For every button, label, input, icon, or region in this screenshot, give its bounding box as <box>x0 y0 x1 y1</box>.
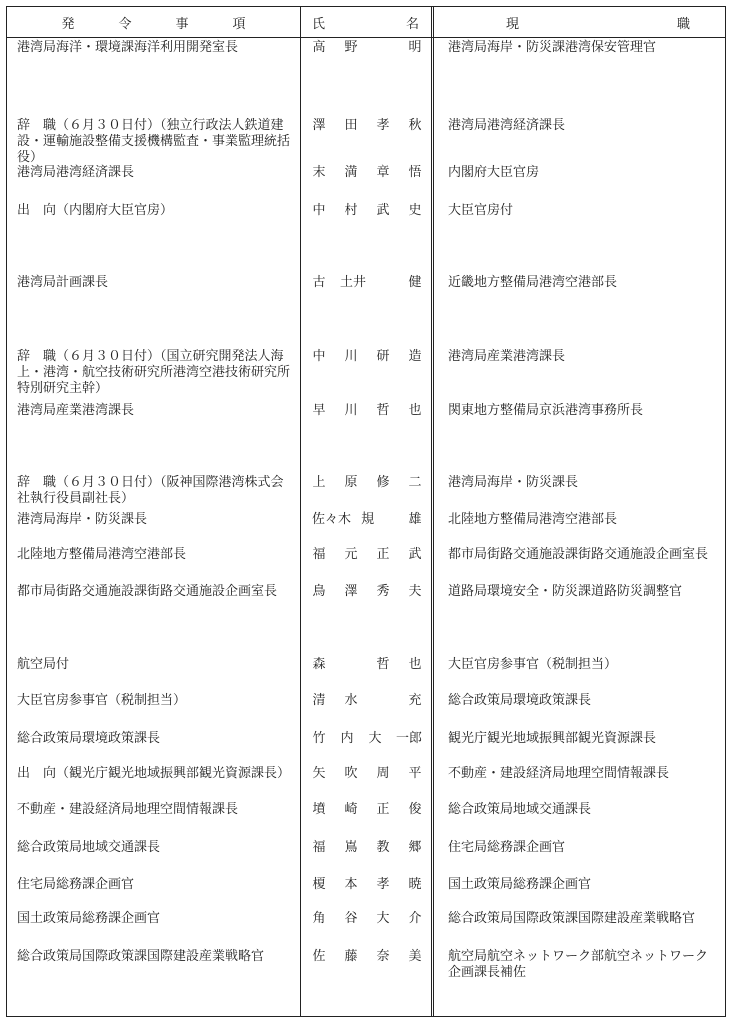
name-char: 孝 <box>376 877 390 892</box>
name-char: 大 <box>376 911 390 926</box>
name-char: 内 <box>340 731 354 746</box>
name-char: 中 <box>312 203 326 218</box>
name-char: 正 <box>376 802 390 817</box>
name-cell <box>312 584 422 600</box>
name-char: 教 <box>376 840 390 855</box>
name-char: 末 <box>312 165 326 180</box>
name-char: 森 <box>312 657 326 672</box>
name-char: 美 <box>408 949 422 964</box>
name-char: 清 <box>312 693 326 708</box>
header-current: 現 職 <box>506 16 690 32</box>
order-cell: 航空局付 <box>17 657 70 672</box>
name-cell <box>312 403 422 419</box>
name-cell <box>312 731 422 747</box>
order-cell: 港湾局海岸・防災課長 <box>17 512 148 527</box>
current-position-cell: 港湾局海岸・防災課港湾保安管理官 <box>448 40 657 55</box>
name-char <box>344 657 358 673</box>
name-char: 哲 <box>376 403 390 418</box>
current-position-cell: 総合政策局地域交通課長 <box>448 802 592 817</box>
name-char: 原 <box>344 475 358 490</box>
current-position-cell: 総合政策局環境政策課長 <box>448 693 592 708</box>
name-char: 谷 <box>344 911 358 926</box>
name-cell <box>312 949 422 965</box>
order-cell: 国土政策局総務課企画官 <box>17 911 161 926</box>
name-cell <box>312 802 422 818</box>
name-char: 章 <box>376 165 390 180</box>
name-char: 水 <box>344 693 358 708</box>
name-cell <box>312 766 422 782</box>
name-char: 吹 <box>344 766 358 781</box>
name-char: 周 <box>376 766 390 781</box>
current-position-cell: 港湾局海岸・防災課長 <box>448 475 579 490</box>
name-char: 嶌 <box>344 840 358 855</box>
name-char <box>376 40 390 56</box>
name-char: 修 <box>376 475 390 490</box>
name-char: 悟 <box>408 165 422 180</box>
order-cell: 出 向（内閣府大臣官房） <box>17 203 174 218</box>
current-position-cell: 都市局街路交通施設課街路交通施設企画室長 <box>448 547 709 562</box>
name-cell <box>312 275 422 291</box>
name-char: 上 <box>312 475 326 490</box>
name-char: 也 <box>408 403 422 418</box>
current-position-cell: 大臣官房付 <box>448 203 514 218</box>
name-char: 秀 <box>376 584 390 599</box>
name-char: 奈 <box>376 949 390 964</box>
name-char: 介 <box>408 911 422 926</box>
name-cell <box>312 118 422 134</box>
order-cell: 港湾局港湾経済課長 <box>17 165 135 180</box>
name-char: 矢 <box>312 766 326 781</box>
current-position-cell: 関東地方整備局京浜港湾事務所長 <box>448 403 644 418</box>
name-char: 夫 <box>408 584 422 599</box>
name-char: 健 <box>408 275 422 290</box>
order-cell: 北陸地方整備局港湾空港部長 <box>17 547 187 562</box>
name-char <box>376 693 390 709</box>
name-char: 充 <box>408 693 422 708</box>
name-cell <box>312 475 422 491</box>
name-char: 角 <box>312 911 326 926</box>
name-char: 哲 <box>376 657 390 672</box>
name-char: 二 <box>408 475 422 490</box>
current-position-cell: 港湾局産業港湾課長 <box>448 349 566 364</box>
name-char: 大 <box>368 731 382 746</box>
current-position-cell: 住宅局総務課企画官 <box>448 840 566 855</box>
name-char: 佐 <box>312 949 326 964</box>
name-char: 川 <box>344 349 358 364</box>
order-cell: 港湾局海洋・環境課海洋利用開発室長 <box>17 40 239 55</box>
name-char: 村 <box>344 203 358 218</box>
current-position-cell: 航空局航空ネットワーク部航空ネットワーク企画課長補佐 <box>448 949 709 980</box>
column-divider-double <box>431 7 434 1016</box>
name-char: 明 <box>408 40 422 55</box>
current-position-cell: 近畿地方整備局港湾空港部長 <box>448 275 618 290</box>
current-position-cell: 港湾局港湾経済課長 <box>448 118 566 133</box>
name-char: 土井 <box>339 275 366 290</box>
name-cell <box>312 877 422 893</box>
order-cell: 都市局街路交通施設課街路交通施設企画室長 <box>17 584 278 599</box>
name-char: 川 <box>344 403 358 418</box>
name-char: 暁 <box>408 877 422 892</box>
name-char: 孝 <box>376 118 390 133</box>
table-header <box>7 7 725 38</box>
order-cell: 大臣官房参事官（税制担当） <box>17 693 187 708</box>
current-position-cell: 道路局環境安全・防災課道路防災調整官 <box>448 584 683 599</box>
order-cell: 住宅局総務課企画官 <box>17 877 135 892</box>
name-char: 藤 <box>344 949 358 964</box>
current-position-cell: 不動産・建設経済局地理空間情報課長 <box>448 766 670 781</box>
name-char: 史 <box>408 203 422 218</box>
name-cell <box>312 512 422 528</box>
header-order: 発 令 事 項 <box>61 16 246 32</box>
current-position-cell: 内閣府大臣官房 <box>448 165 540 180</box>
order-cell: 辞 職（６月３０日付）（独立行政法人鉄道建設・運輸施設整備支援機構監査・事業監理統括役） <box>17 118 291 165</box>
current-position-cell: 大臣官房参事官（税制担当） <box>448 657 618 672</box>
name-cell <box>312 657 422 673</box>
name-char: 墳 <box>312 802 326 817</box>
name-char: 武 <box>408 547 422 562</box>
order-cell: 総合政策局地域交通課長 <box>17 840 161 855</box>
name-char <box>380 275 394 291</box>
name-cell <box>312 840 422 856</box>
name-char: 正 <box>376 547 390 562</box>
name-cell <box>312 165 422 181</box>
name-char: 満 <box>344 165 358 180</box>
current-position-cell: 総合政策局国際政策課国際建設産業戦略官 <box>448 911 696 926</box>
order-cell: 総合政策局国際政策課国際建設産業戦略官 <box>17 949 265 964</box>
order-cell: 不動産・建設経済局地理空間情報課長 <box>17 802 239 817</box>
name-char: 造 <box>408 349 422 364</box>
name-char: 田 <box>344 118 358 133</box>
name-cell <box>312 40 422 56</box>
current-position-cell: 北陸地方整備局港湾空港部長 <box>448 512 618 527</box>
name-char: 研 <box>376 349 390 364</box>
name-char: 平 <box>408 766 422 781</box>
name-char: 本 <box>344 877 358 892</box>
name-char: 武 <box>376 203 390 218</box>
name-char <box>384 512 398 528</box>
name-char: 中 <box>312 349 326 364</box>
order-cell: 港湾局産業港湾課長 <box>17 403 135 418</box>
name-char: 澤 <box>344 584 358 599</box>
name-char: 元 <box>344 547 358 562</box>
name-char: 竹 <box>312 731 326 746</box>
name-char: 崎 <box>344 802 358 817</box>
name-cell <box>312 911 422 927</box>
name-char: 郷 <box>408 840 422 855</box>
name-char: 高 <box>312 40 326 55</box>
name-char: 佐々木 <box>312 512 352 527</box>
name-char: 早 <box>312 403 326 418</box>
order-cell: 出 向（観光庁観光地域振興部観光資源課長） <box>17 766 291 781</box>
name-char: 野 <box>344 40 358 55</box>
name-char: 雄 <box>408 512 422 527</box>
name-char: 俊 <box>408 802 422 817</box>
name-cell <box>312 349 422 365</box>
personnel-table <box>6 6 726 1017</box>
header-name: 氏 名 <box>312 16 419 32</box>
name-char: 鳥 <box>312 584 326 599</box>
name-char: 古 <box>312 275 326 290</box>
current-position-cell: 観光庁観光地域振興部観光資源課長 <box>448 731 657 746</box>
name-char: 一郎 <box>395 731 422 746</box>
order-cell: 総合政策局環境政策課長 <box>17 731 161 746</box>
name-char: 福 <box>312 547 326 562</box>
order-cell: 辞 職（６月３０日付）（国立研究開発法人海上・港湾・航空技術研究所港湾空港技術研究所特別研究主幹） <box>17 349 291 396</box>
name-char: 規 <box>361 512 375 527</box>
name-char: 福 <box>312 840 326 855</box>
name-char: 秋 <box>408 118 422 133</box>
name-char: 澤 <box>312 118 326 133</box>
order-cell: 港湾局計画課長 <box>17 275 109 290</box>
order-cell: 辞 職（６月３０日付）（阪神国際港湾株式会社執行役員副社長） <box>17 475 284 506</box>
name-cell <box>312 547 422 563</box>
name-cell <box>312 693 422 709</box>
column-divider <box>300 7 301 1016</box>
name-char: 也 <box>408 657 422 672</box>
current-position-cell: 国土政策局総務課企画官 <box>448 877 592 892</box>
name-char: 榎 <box>312 877 326 892</box>
name-cell <box>312 203 422 219</box>
